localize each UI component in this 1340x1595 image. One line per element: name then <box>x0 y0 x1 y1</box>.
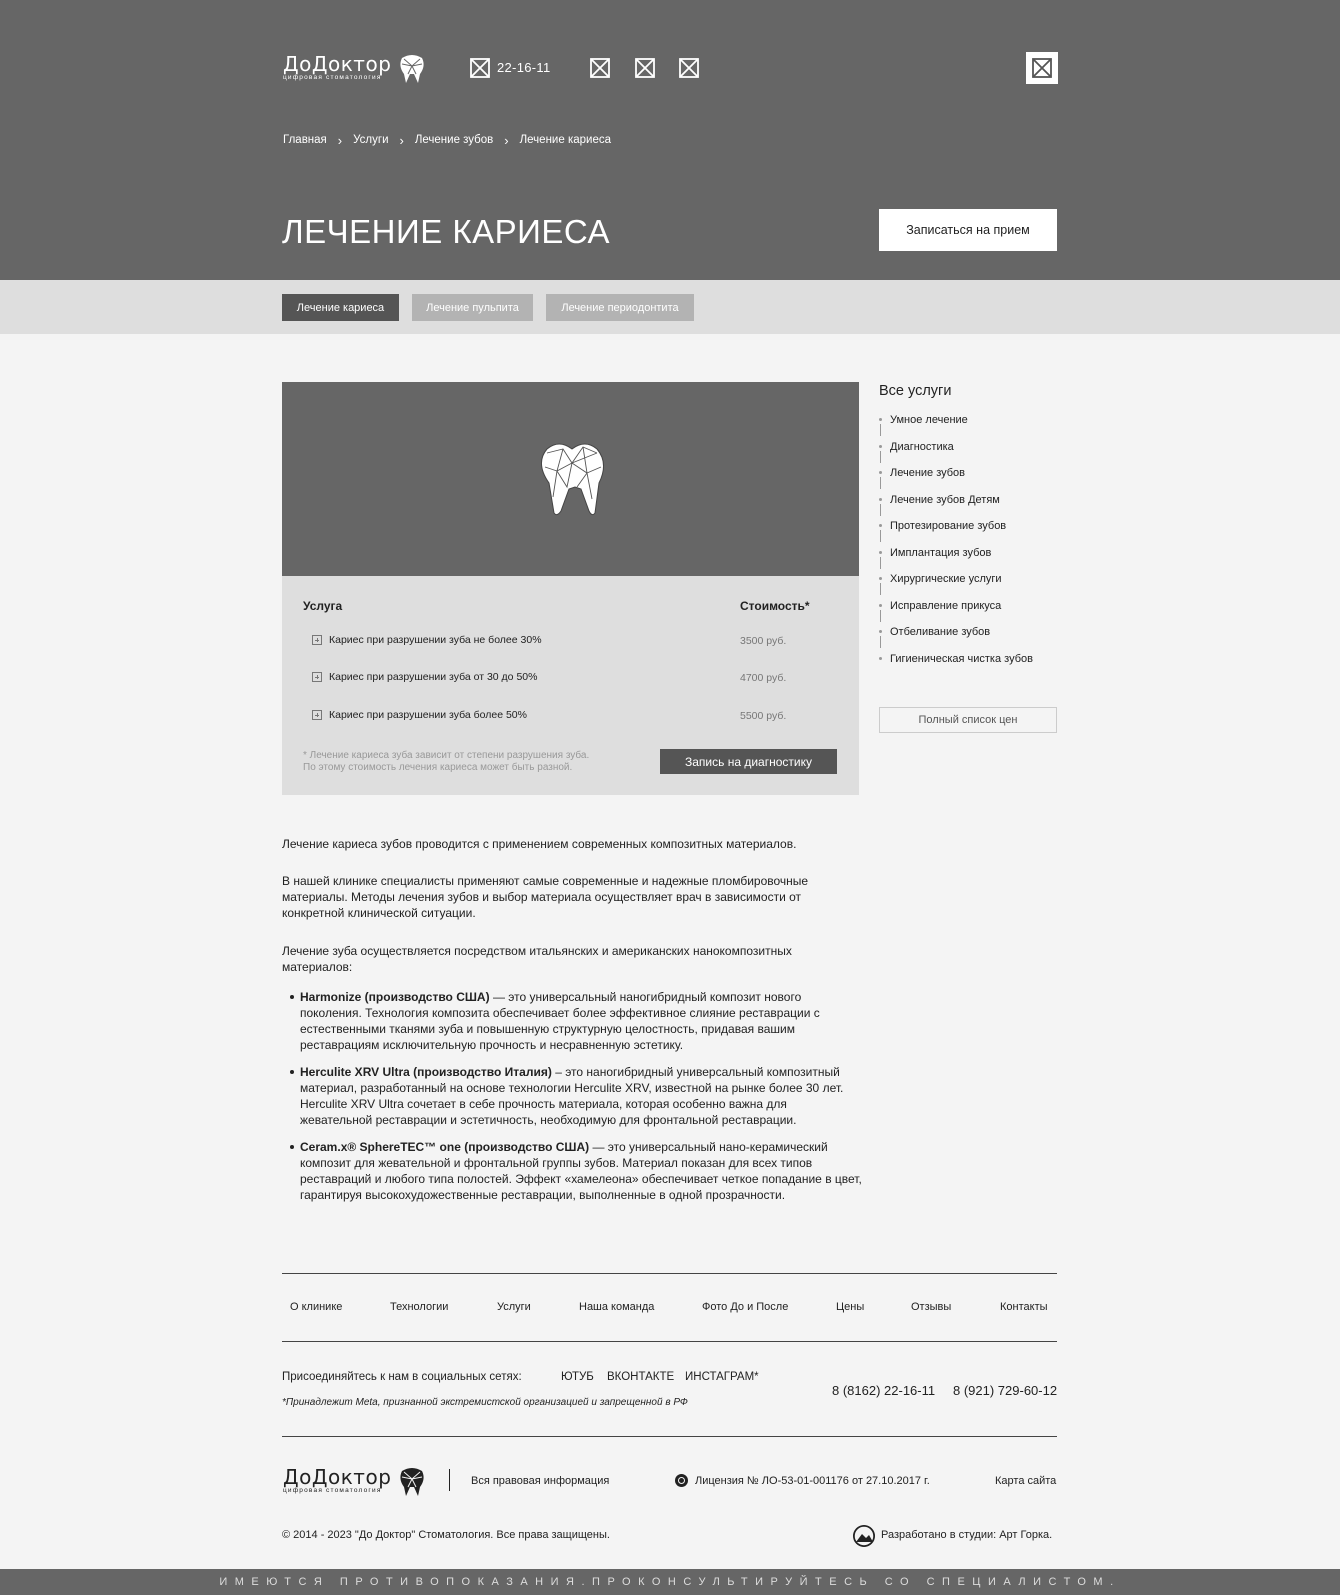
breadcrumb-services[interactable]: Услуги <box>353 134 389 146</box>
whatsapp-icon[interactable] <box>590 58 610 78</box>
plus-icon <box>312 710 322 720</box>
content-paragraph: Лечение зуба осуществляется посредством итальянских и американских нанокомпозитных материалов: <box>282 944 792 974</box>
material-bullet <box>300 1064 862 1128</box>
book-appointment-button[interactable]: Записаться на прием <box>879 209 1057 251</box>
tab-caries[interactable]: Лечение кариеса <box>282 294 399 321</box>
material-name: Herculite XRV Ultra (производство Италия) <box>300 1065 552 1079</box>
breadcrumb-current: Лечение кариеса <box>519 134 611 146</box>
sidebar-item[interactable]: Отбеливание зубов <box>879 624 1069 651</box>
sitemap-link[interactable]: Карта сайта <box>995 1475 1057 1487</box>
price-row-value: 3500 руб. <box>740 635 787 647</box>
page-title: ЛЕЧЕНИЕ КАРИЕСА <box>282 213 610 250</box>
plus-icon <box>312 672 322 682</box>
menu-button[interactable] <box>1026 52 1058 84</box>
social-vk[interactable]: ВКОНТАКТЕ <box>607 1371 675 1383</box>
sidebar-item[interactable]: Протезирование зубов <box>879 518 1069 545</box>
sidebar-item[interactable]: Исправление прикуса <box>879 598 1069 625</box>
instagram-icon[interactable] <box>679 58 699 78</box>
site-logo[interactable] <box>283 52 428 84</box>
footer-nav-tech[interactable]: Технологии <box>390 1301 449 1313</box>
divider <box>449 1469 450 1491</box>
footer-nav-reviews[interactable]: Отзывы <box>911 1301 952 1313</box>
footer-nav-prices[interactable]: Цены <box>836 1301 865 1313</box>
developer-credit[interactable]: Разработано в студии: Арт Горка. <box>881 1529 1053 1541</box>
divider <box>282 1273 1057 1274</box>
sidebar-item[interactable]: Лечение зубов <box>879 465 1069 492</box>
material-desc: — это универсальный наногибридный композит нового поколения. Технология композита обеспечивает более эффективное слияние реставрации с естественными тканями зуба и повышенную структурную целостность, придавая вашим реставрациям исключительную прочность и несравненную эстетику. <box>300 990 820 1052</box>
material-desc: – это наногибридный универсальный композитный материал, разработанный на основе технологии Herculite XRV, известной на рынке более 30 лет. Herculite XRV Ultra сочетает в себе прочность материала, которая особенно важна для жевательной реставрации и эстетичность, необходимую для фронтальной реставрации. <box>300 1065 844 1127</box>
material-name: Ceram.x® SphereTEC™ one (производство США) <box>300 1140 590 1154</box>
meta-disclaimer: *Принадлежит Meta, признанной экстремистской организацией и запрещенной в РФ <box>282 1397 688 1408</box>
material-name: Harmonize (производство США) <box>300 990 490 1004</box>
sidebar-services-list <box>879 412 1069 677</box>
footer-nav-photos[interactable]: Фото До и После <box>702 1301 789 1313</box>
footer-nav-about[interactable]: О клинике <box>290 1301 343 1313</box>
price-row-toggle[interactable] <box>312 634 542 646</box>
social-instagram[interactable]: ИНСТАГРАМ* <box>685 1371 759 1383</box>
price-note-line2: По этому стоимость лечения кариеса может быть разной. <box>303 762 573 773</box>
material-bullet <box>300 989 862 1053</box>
breadcrumb <box>283 134 611 146</box>
social-youtube[interactable]: ЮТУБ <box>561 1371 594 1383</box>
material-desc: — это универсальный нано-керамический композит для жевательной и фронтальной группы зубов. Материал показан для всех типов реставраций и любого типа полостей. Эффект «хамелеона» обеспечивает четкое попадание в цвет, гарантируя высокохудожественные реставрации, выполненные в одной прозрачности. <box>300 1140 862 1202</box>
sidebar-item[interactable]: Гигиеническая чистка зубов <box>879 651 1069 678</box>
material-bullet <box>300 1139 862 1203</box>
menu-icon <box>1032 58 1052 78</box>
footer-nav-services[interactable]: Услуги <box>497 1301 531 1313</box>
tooth-logo-icon <box>396 1465 428 1497</box>
price-row-name: Кариес при разрушении зуба от 30 до 50% <box>329 671 538 683</box>
diagnostics-button[interactable]: Запись на диагностику <box>660 749 837 774</box>
footer-nav-contacts[interactable]: Контакты <box>1000 1301 1048 1313</box>
license-badge-icon <box>675 1474 688 1487</box>
logo-subtitle: цифровая стоматология <box>283 1487 382 1494</box>
price-note <box>303 750 643 774</box>
sidebar-item[interactable]: Имплантация зубов <box>879 545 1069 572</box>
phone-icon[interactable] <box>470 58 490 78</box>
chevron-right-icon: › <box>337 132 343 148</box>
sidebar-title: Все услуги <box>879 383 952 399</box>
price-header-cost: Стоимость* <box>740 599 810 613</box>
divider <box>282 1341 1057 1342</box>
price-row-name: Кариес при разрушении зуба более 50% <box>329 709 527 721</box>
price-row-toggle[interactable] <box>312 709 527 721</box>
header <box>0 0 1340 280</box>
legal-info-link[interactable]: Вся правовая информация <box>471 1475 610 1487</box>
copyright: © 2014 - 2023 "До Доктор" Стоматология. Все права защищены. <box>282 1529 610 1541</box>
studio-mountain-icon <box>853 1525 875 1547</box>
price-row-value: 4700 руб. <box>740 672 787 684</box>
price-header-service: Услуга <box>303 599 343 613</box>
footer-phone-1[interactable]: 8 (8162) 22-16-11 <box>832 1383 936 1398</box>
content-paragraph: В нашей клинике специалисты применяют самые современные и надежные пломбировочные материалы. Методы лечения зубов и выбор материала осуществляет врач в зависимости от конкретной клинической ситуации. <box>282 874 809 920</box>
chevron-right-icon: › <box>504 132 509 148</box>
price-note-line1: * Лечение кариеса зуба зависит от степени разрушения зуба. <box>303 750 590 761</box>
breadcrumb-treatment[interactable]: Лечение зубов <box>414 134 494 146</box>
plus-icon <box>312 635 322 645</box>
telegram-icon[interactable] <box>635 58 655 78</box>
tab-pulpitis[interactable]: Лечение пульпита <box>412 294 533 321</box>
logo-subtitle: цифровая стоматология <box>283 74 382 81</box>
chevron-right-icon: › <box>399 132 404 148</box>
price-row-toggle[interactable] <box>312 671 537 683</box>
price-row-value: 5500 руб. <box>740 710 787 722</box>
footer-phone-2[interactable]: 8 (921) 729-60-12 <box>953 1383 1058 1398</box>
logo-name: ДоДоктор <box>283 1465 392 1489</box>
footer-logo[interactable] <box>283 1465 428 1497</box>
social-label: Присоединяйтесь к нам в социальных сетях: <box>282 1371 522 1383</box>
price-row-name: Кариес при разрушении зуба не более 30% <box>329 634 542 646</box>
sidebar-item[interactable]: Лечение зубов Детям <box>879 492 1069 519</box>
content-paragraph: Лечение кариеса зубов проводится с применением современных композитных материалов. <box>282 837 797 851</box>
tab-periodontitis[interactable]: Лечение периодонтита <box>546 294 694 321</box>
logo-name: ДоДоктор <box>283 52 392 76</box>
footer-nav-team[interactable]: Наша команда <box>579 1301 655 1313</box>
warning-strip: ИМЕЮТСЯ ПРОТИВОПОКАЗАНИЯ.ПРОКОНСУЛЬТИРУЙТЕСЬ СО СПЕЦИАЛИСТОМ. <box>0 1569 1340 1595</box>
sidebar-item[interactable]: Диагностика <box>879 439 1069 466</box>
breadcrumb-home[interactable]: Главная <box>283 134 327 146</box>
hero-image <box>282 382 859 576</box>
tooth-icon <box>537 441 607 517</box>
sidebar-item[interactable]: Хирургические услуги <box>879 571 1069 598</box>
license-text: Лицензия № ЛО-53-01-001176 от 27.10.2017 г. <box>695 1475 930 1487</box>
sidebar-item[interactable]: Умное лечение <box>879 412 1069 439</box>
full-price-list-button[interactable]: Полный список цен <box>879 707 1057 733</box>
divider <box>282 1436 1057 1437</box>
header-phone[interactable]: 22-16-11 <box>497 60 551 75</box>
tooth-logo-icon <box>396 52 428 84</box>
